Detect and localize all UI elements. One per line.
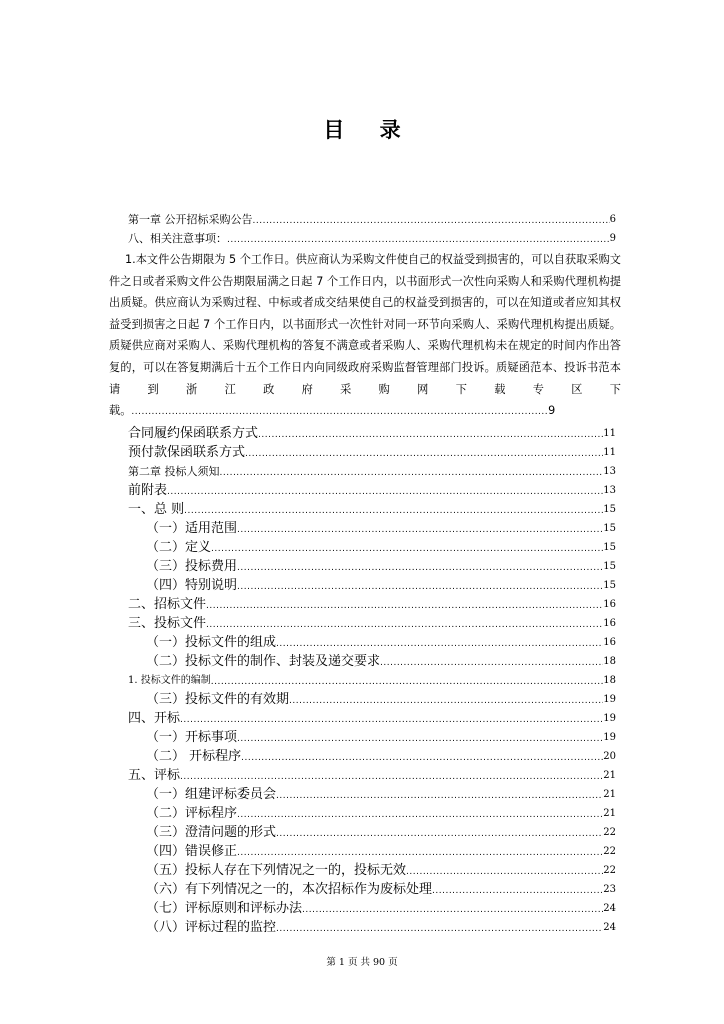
toc-page-number: 6 [609,214,616,225]
toc-entry[interactable] [112,747,616,766]
toc-entry[interactable] [112,652,616,671]
toc-page-number: 16 [603,636,616,648]
toc-entry[interactable] [112,633,616,652]
toc-entry[interactable] [112,519,616,538]
toc-page-number: 11 [603,446,616,458]
toc-group-top [112,210,616,248]
toc-entry-label: （一）投标文件的组成 [146,634,277,650]
toc-page-number: 16 [603,598,616,610]
toc-page-number: 24 [603,921,616,933]
toc-entry-label: （三）投标文件的有效期 [146,691,290,707]
toc-entry[interactable] [112,918,616,937]
toc-entry[interactable] [112,709,616,728]
toc-entry[interactable] [112,690,616,709]
toc-entry[interactable] [112,576,616,595]
toc-page-number: 24 [603,902,616,914]
toc-entry-label: 合同履约保函联系方式 [128,425,259,441]
toc-page-number: 15 [603,560,616,572]
toc-leader [258,431,603,443]
toc-entry[interactable] [112,229,616,248]
toc-page-number: 21 [603,788,616,800]
toc-page-number: 19 [603,693,616,705]
toc-page-number: 23 [603,883,616,895]
toc-page-number: 18 [603,674,616,686]
toc-page-number: 15 [603,579,616,591]
toc-page-number: 15 [603,522,616,534]
toc-entry[interactable] [112,804,616,823]
toc-leader: ............................................................................................................................ [131,407,549,418]
toc-leader [211,678,604,690]
toc-entry-label: 1. 投标文件的编制 [128,674,211,686]
toc-entry[interactable] [112,671,616,690]
toc-entry-label: 八、相关注意事项： [128,232,227,245]
toc-entry-label: （一）开标事项 [146,729,238,745]
toc-entry-label: （二） 开标程序 [146,748,242,764]
toc-entry-label: （一）适用范围 [146,520,238,536]
toc-page-number: 22 [603,845,616,857]
toc-page-number: 21 [603,769,616,781]
toc-leader [206,621,603,633]
toc-entry-label: （七）评标原则和评标办法 [146,900,303,916]
toc-entry-label: 第二章 投标人须知 [128,464,220,478]
toc-page-number: 22 [603,864,616,876]
toc-entry-label: （二）投标文件的制作、封装及递交要求 [146,653,381,669]
toc-entry[interactable] [112,842,616,861]
toc-page-number: 15 [603,541,616,553]
toc-entry-label: 前附表 [128,482,168,498]
toc-page-number: 20 [603,750,616,762]
toc-entry-label: 一、总 则 [128,501,185,517]
toc-leader [276,830,603,842]
toc-entry-label: （四）特别说明 [146,577,238,593]
toc-entry-label: 三、投标文件 [128,615,207,631]
toc-entry[interactable] [112,595,616,614]
toc-leader [432,887,603,899]
toc-leader [180,716,603,728]
toc-entry[interactable] [112,210,616,229]
toc-page-number: 19 [603,712,616,724]
toc-leader [241,754,603,766]
toc-leader [289,697,603,709]
toc-leader [237,849,603,861]
toc-leader [380,659,603,671]
toc-page-number: 18 [603,655,616,667]
table-of-contents [109,210,621,937]
toc-leader [237,811,603,823]
toc-leader [227,236,610,248]
toc-entry[interactable] [112,424,616,443]
toc-leader [180,773,603,785]
toc-entry-label: （六）有下列情况之一的，本次招标作为废标处理 [146,881,433,897]
toc-leader [245,450,603,462]
toc-leader [237,583,603,595]
toc-entry[interactable] [112,728,616,747]
toc-entry-label: （一）组建评标委员会 [146,786,277,802]
toc-leader [220,469,604,481]
toc-entry-label: 预付款保函联系方式 [128,444,246,460]
toc-entry-label: （五）投标人存在下列情况之一的，投标无效 [146,862,407,878]
toc-entry-label: 五、评标 [128,767,181,783]
toc-entry-label: 四、开标 [128,710,181,726]
toc-entry[interactable] [112,500,616,519]
toc-page-number: 11 [603,427,616,439]
toc-leader [237,735,603,747]
toc-leader [253,217,610,229]
toc-entry[interactable] [112,481,616,500]
toc-entry[interactable] [112,766,616,785]
toc-entry-label: 第一章 公开招标采购公告 [128,213,253,226]
toc-page-number: 19 [603,731,616,743]
page-footer: 第 1 页 共 90 页 [326,957,398,968]
toc-entry[interactable] [112,861,616,880]
toc-page-number: 16 [603,617,616,629]
toc-entry-label: （三）澄清问题的形式 [146,824,277,840]
toc-entry[interactable] [112,462,616,481]
toc-page-number: 13 [603,484,616,496]
toc-leader [276,925,603,937]
toc-page-number: 15 [603,503,616,515]
toc-page-number: 9 [609,233,616,244]
toc-entry-label: （二）定义 [146,539,212,555]
toc-entry-label: （八）评标过程的监控 [146,919,277,935]
toc-entry[interactable] [112,899,616,918]
toc-entry[interactable] [112,538,616,557]
toc-leader [167,488,603,500]
toc-leader [276,640,603,652]
toc-page-number: 22 [603,826,616,838]
toc-entry[interactable] [112,823,616,842]
toc-leader [211,545,603,557]
toc-entry[interactable] [112,443,616,462]
toc-entry[interactable] [112,614,616,633]
toc-leader [237,526,603,538]
toc-group-bottom [112,424,616,937]
toc-page-number: 21 [603,807,616,819]
toc-entry[interactable] [112,785,616,804]
toc-entry-label: （四）错误修正 [146,843,238,859]
toc-leader [206,602,603,614]
toc-leader [276,792,603,804]
page-title: 目 录 [323,118,415,142]
toc-entry-label: 二、招标文件 [128,596,207,612]
toc-page-number: 9 [548,404,556,418]
toc-paragraph-entry[interactable] [109,248,621,424]
toc-leader [302,906,603,918]
toc-leader [237,564,603,576]
toc-entry[interactable] [112,557,616,576]
toc-entry-label: （三）投标费用 [146,558,238,574]
toc-entry[interactable] [112,880,616,899]
toc-paragraph-text: 1.本文件公告期限为 5 个工作日。供应商认为采购文件使自己的权益受到损害的，可以自获取采购文件之日或者采购文件公告期限届满之日起 7 个工作日内，以书面形式一次性向采购人和采购代理机构提出质疑。供应商认为采购过程、中标或者成交结果使自己的权益受到损害的，可以在知道或者应知其权益受到损害之日起 7 个工作日内，以书面形式一次性针对同一环节向采购人、采购代理机构提出质疑。质疑供应商对采购人、采购代理机构的答复不满意或者采购人、采购代理机构未在规定的时间内作出答复的，可以在答复期满后十五个工作日内向同级政府采购监督管理部门投诉。质疑函范本、投诉书范本请到浙江政府采购网下载专区下载。 [109,253,621,418]
toc-leader [184,507,603,519]
toc-leader [406,868,603,880]
toc-page-number: 13 [603,465,616,477]
toc-entry-label: （二）评标程序 [146,805,238,821]
